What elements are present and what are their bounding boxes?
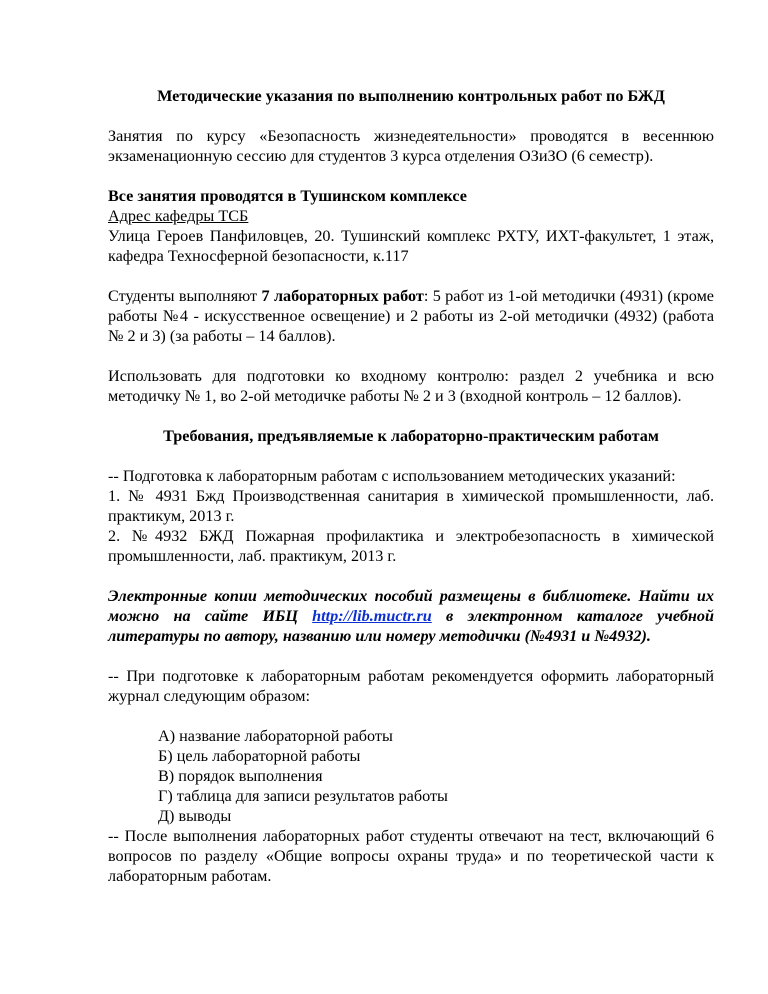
journal-item: В) порядок выполнения	[158, 767, 323, 785]
journal-item: Г) таблица для записи результатов работы	[158, 787, 448, 805]
journal-item: А) название лабораторной работы	[158, 727, 393, 745]
requirements-heading: Требования, предъявляемые к лабораторно-практическим работам	[163, 427, 659, 445]
labs-count: 7 лабораторных работ	[261, 287, 424, 305]
requirements-item-1: 1. № 4931 Бжд Производственная санитария в химической промышленности, лаб. практикум, 2013 г.	[108, 487, 714, 525]
journal-intro: -- При подготовке к лабораторным работам рекомендуется оформить лабораторный журнал следующим образом:	[108, 667, 714, 705]
electronic-pre: Электронные копии методических пособий размещены в библиотеке. Найти их можно на сайте ИБЦ	[108, 587, 714, 625]
electronic-copies-paragraph	[108, 586, 714, 646]
prep-paragraph: Использовать для подготовки ко входному контролю: раздел 2 учебника и всю методичку № 1, во 2-ой методичке работы № 2 и 3 (входной контроль – 12 баллов).	[108, 367, 714, 405]
address-label: Адрес кафедры ТСБ	[108, 207, 249, 225]
intro-paragraph: Занятия по курсу «Безопасность жизнедеятельности» проводятся в весеннюю экзаменационную сессию для студентов 3 курса отделения ОЗиЗО (6 семестр).	[108, 127, 714, 165]
requirements-item-2: 2. №4932 БЖД Пожарная профилактика и электробезопасность в химической промышленности, лаб. практикум, 2013 г.	[108, 527, 714, 565]
test-paragraph: -- После выполнения лабораторных работ студенты отвечают на тест, включающий 6 вопросов по разделу «Общие вопросы охраны труда» и по теоретической части к лабораторным работам.	[108, 827, 714, 885]
requirements-intro: -- Подготовка к лабораторным работам с использованием методических указаний:	[108, 467, 676, 485]
labs-paragraph	[108, 286, 714, 346]
electronic-post: в электронном каталоге учебной литературы по автору, названию или номеру методички (№4931 и №4932).	[108, 607, 714, 645]
document-title: Методические указания по выполнению контрольных работ по БЖД	[157, 87, 665, 105]
journal-item: Б) цель лабораторной работы	[158, 747, 361, 765]
location-heading: Все занятия проводятся в Тушинском комплексе	[108, 187, 467, 205]
library-link[interactable]: http://lib.muctr.ru	[312, 607, 432, 625]
labs-post: : 5 работ из 1-ой методички (4931) (кроме работы №4 - искусственное освещение) и 2 работы из 2-ой методички (4932) (работа № 2 и 3) (за работы – 14 баллов).	[108, 287, 714, 345]
journal-item: Д) выводы	[158, 807, 232, 825]
document-page	[108, 70, 714, 886]
address-text: Улица Героев Панфиловцев, 20. Тушинский комплекс РХТУ, ИХТ-факультет, 1 этаж, кафедра Техносферной безопасности, к.117	[108, 227, 714, 265]
labs-pre: Студенты выполняют	[108, 287, 262, 305]
